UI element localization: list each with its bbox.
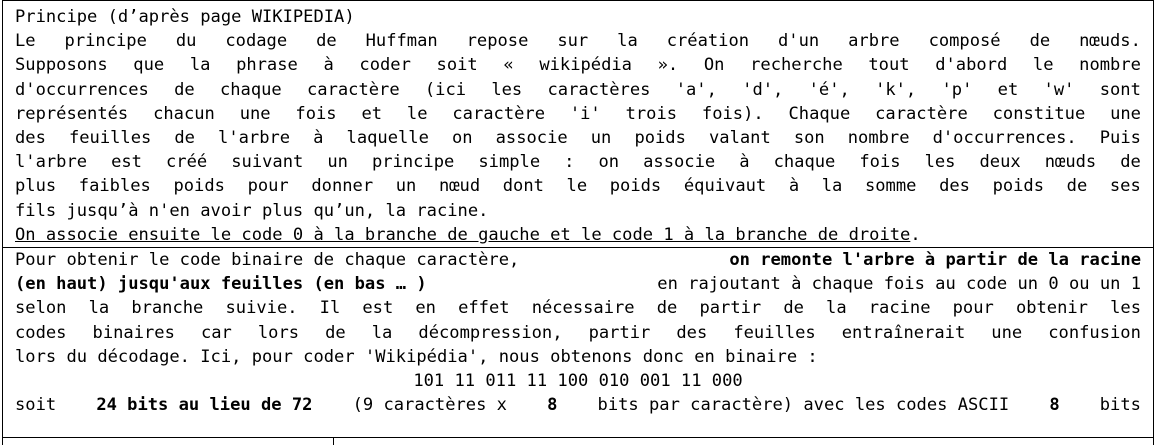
word: est [362,298,394,319]
word: une [1110,103,1141,124]
document-title: Principe (d’après page WIKIPEDIA) [15,7,355,27]
word: à [788,176,800,197]
word: recherche [750,55,843,76]
word: et [997,79,1019,100]
word: de [1029,31,1051,52]
word: 'é', [808,79,850,100]
para1-line [15,53,1141,77]
section-binary-code [3,247,1153,417]
word: codes [15,322,67,343]
word: branche [131,298,204,319]
para2-line-2 [15,272,1141,296]
word: de [325,322,346,343]
word: constitue [992,103,1086,124]
word: de [1120,152,1141,173]
last-b1: 24 bits au lieu de 72 [96,395,313,416]
word: 'w' [1043,79,1075,100]
para1-line [15,126,1141,150]
para1-last-line: fils jusqu’à n'en avoir plus qu’un, la racine. [15,200,489,221]
word: de [316,31,337,52]
word: repose [466,31,529,52]
word: soit [436,55,478,76]
para1-lines [15,29,1141,198]
word: à [739,152,750,173]
word: entraînerait [841,322,966,343]
word: composé [928,31,1001,52]
underlined-sentence-end: . [910,224,921,245]
word: son [793,128,825,149]
last-c: (9 caractères x [352,395,507,416]
word: du [175,31,197,52]
word: la [821,176,843,197]
word: feuilles [68,128,152,149]
word: décompression, [418,322,563,343]
word: d'abord [935,55,1008,76]
word: dont [502,176,544,197]
word: nombre [1079,55,1141,76]
word: suivant [231,152,304,173]
word: Chaque [788,103,851,124]
para1-line [15,174,1141,198]
para1-line [15,29,1141,53]
word: créé [166,152,208,173]
binary-code: 101 11 011 11 100 010 001 11 000 [413,371,743,392]
word: les [1110,298,1141,319]
word: de [174,128,195,149]
word: binaires [92,322,175,343]
word: wikipédia [539,55,632,76]
para2-line [15,321,1141,345]
word: on [451,128,473,149]
last-a: soit [15,395,57,416]
word: ». [657,55,679,76]
word: : [564,152,575,173]
para2-lines [15,296,1141,344]
underlined-sentence: On associe ensuite le code 0 à la branche de gauche et le code 1 à la branche de droite [15,224,911,245]
word: 'i' [569,103,601,124]
last-e: bits [1099,395,1141,416]
word: nœuds [1044,152,1097,173]
word: est [111,152,142,173]
word: nécessaire [531,298,635,319]
word: laquelle [346,128,429,149]
word: confusion [1048,322,1141,343]
word: simple [478,152,541,173]
word: on [598,152,620,173]
word: « [503,55,514,76]
para2-line-1 [15,248,1141,272]
word: Puis [1099,128,1141,149]
word: racine [868,298,931,319]
word: principe [64,31,147,52]
word: feuilles [733,322,816,343]
word: une [991,322,1023,343]
word: 'k', [875,79,917,100]
word: la [617,31,638,52]
para1-line [15,78,1141,102]
word: poids [173,176,225,197]
word: un [327,152,348,173]
word: de [783,298,804,319]
word: ses [1109,176,1141,197]
word: d'occurrences [15,79,149,100]
last-b3: 8 [1049,395,1060,416]
word: Huffman [365,31,438,52]
word: un [590,128,612,149]
word: de [174,79,195,100]
document-box [2,0,1154,438]
word: pour [952,298,994,319]
word: fois). [701,103,764,124]
word: nombre [847,128,910,149]
word: l'arbre [15,152,88,173]
word: équivaut [683,176,767,197]
word: On [703,55,725,76]
word: 'a', [675,79,717,100]
word: l'arbre [218,128,291,149]
word: Il [319,298,341,319]
para2-l2-normal: en rajoutant à chaque fois au code un 0 ou un 1 [657,274,1141,295]
last-d: bits par caractère) avec les codes ASCII [597,395,1010,416]
word: associe [495,128,568,149]
word: à [323,55,334,76]
word: Supposons [15,55,108,76]
word: des [939,176,970,197]
word: à [313,128,324,149]
word: principe [371,152,455,173]
word: Le [15,31,36,52]
word: suivie. [225,298,298,319]
para2-line [15,296,1141,320]
word: création [666,31,750,52]
word: (ici [424,79,467,100]
word: des [15,128,46,149]
word: représentés [15,103,129,124]
word: fois [859,152,901,173]
word: selon [15,298,67,319]
word: en [415,298,436,319]
word: coder [359,55,411,76]
word: le [1032,55,1054,76]
word: et [361,103,383,124]
para2-l1-bold: on remonte l'arbre à partir de la racine [729,250,1141,271]
word: chacun [153,103,215,124]
word: valant [708,128,771,149]
word: car [200,322,232,343]
word: caractère [875,103,968,124]
word: 'd', [742,79,784,100]
word: de [1066,176,1088,197]
word: obtenir [1015,298,1088,319]
word: le [566,176,588,197]
word: tout [868,55,910,76]
word: pour [247,176,289,197]
word: la [189,55,211,76]
word: poids [634,128,686,149]
word: des [676,322,708,343]
word: lors [257,322,300,343]
word: somme [864,176,917,197]
word: d'un [778,31,820,52]
word: trois [625,103,678,124]
word: chaque [219,79,282,100]
word: effet [458,298,510,319]
word: 'p' [941,79,973,100]
word: la [88,298,110,319]
section-principle [3,1,1153,247]
word: partir [588,322,651,343]
word: associe [643,152,716,173]
word: caractères [547,79,651,100]
word: caractère [306,79,400,100]
para1-underlined-line [15,223,1141,247]
word: donner [311,176,374,197]
word: nœud [438,176,481,197]
para2-l2-bold: (en haut) jusqu'aux feuilles (en bas … ) [15,274,427,295]
bottom-tick [333,438,334,445]
word: caractère [452,103,545,124]
para2-l1-normal: Pour obtenir le code binaire de chaque caractère, [15,250,520,271]
para2-line-5: lors du décodage. Ici, pour coder 'Wikipédia', nous obtenons donc en binaire : [15,346,818,367]
word: fois [295,103,337,124]
word: codage [225,31,288,52]
word: phrase [236,55,298,76]
word: nœuds. [1079,31,1141,52]
word: plus [15,176,57,197]
word: sont [1099,79,1141,100]
word: sur [557,31,589,52]
bottom-rule [2,438,1154,445]
word: poids [992,176,1045,197]
word: un [395,176,417,197]
word: que [133,55,165,76]
word: partir [699,298,762,319]
word: d'occurrences. [932,128,1077,149]
word: la [371,322,393,343]
last-b2: 8 [547,395,558,416]
word: le [406,103,428,124]
word: poids [609,176,662,197]
word: chaque [773,152,836,173]
para1-line [15,102,1141,126]
word: arbre [848,31,900,52]
word: les [924,152,956,173]
para2-last-line [15,393,1141,417]
word: les [491,79,523,100]
word: une [239,103,271,124]
para1-line [15,150,1141,174]
word: de [656,298,678,319]
word: deux [979,152,1021,173]
word: la [826,298,847,319]
word: faibles [78,176,151,197]
